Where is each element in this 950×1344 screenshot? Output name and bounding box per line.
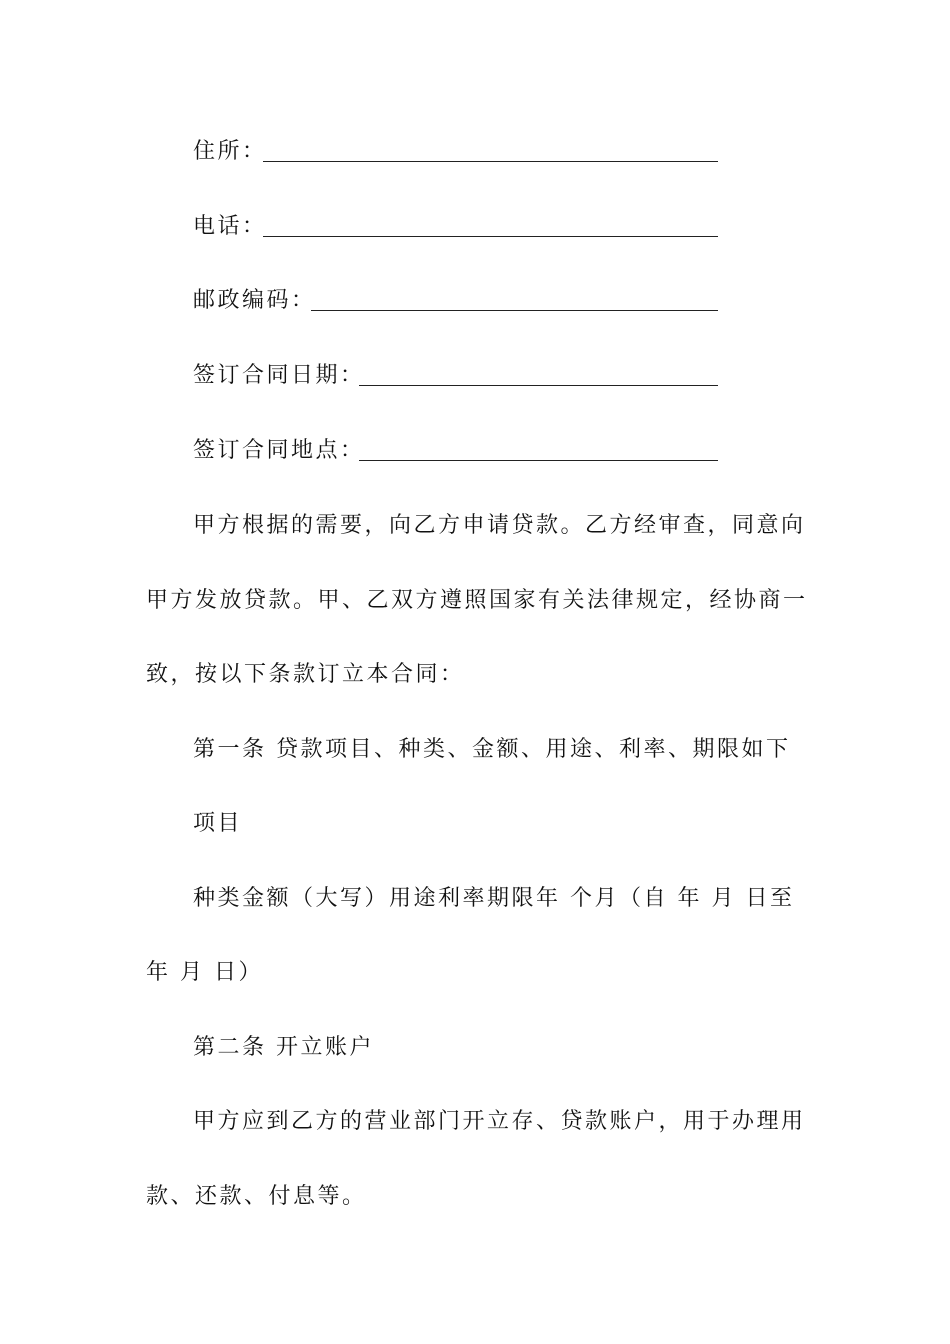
preamble-line-1: 甲方根据的需要，向乙方申请贷款。乙方经审查，同意向 [193,513,806,538]
postal-code-blank-line [311,310,718,311]
signing-place-blank-line [359,460,718,461]
article-2-title: 第二条 开立账户 [193,1035,374,1060]
article-2-line-2: 款、还款、付息等。 [146,1184,367,1209]
signing-place-label: 签订合同地点： [193,438,365,463]
residence-label: 住所： [193,139,267,164]
preamble-line-2: 甲方发放贷款。甲、乙双方遵照国家有关法律规定，经协商一 [146,588,808,613]
article-1-detail-line-2: 年 月 日） [146,960,263,985]
postal-code-label: 邮政编码： [193,288,316,313]
residence-blank-line [263,161,718,162]
phone-label: 电话： [193,214,267,239]
article-1-detail-line-1: 种类金额（大写）用途利率期限年 个月（自 年 月 日至 [193,886,795,911]
phone-blank-line [263,236,718,237]
signing-date-label: 签订合同日期： [193,363,365,388]
signing-date-blank-line [359,385,718,386]
article-2-line-1: 甲方应到乙方的营业部门开立存、贷款账户，用于办理用 [193,1109,806,1134]
preamble-line-3: 致，按以下条款订立本合同： [146,662,465,687]
article-1-title: 第一条 贷款项目、种类、金额、用途、利率、期限如下 [193,737,791,762]
article-1-item: 项目 [193,811,243,836]
